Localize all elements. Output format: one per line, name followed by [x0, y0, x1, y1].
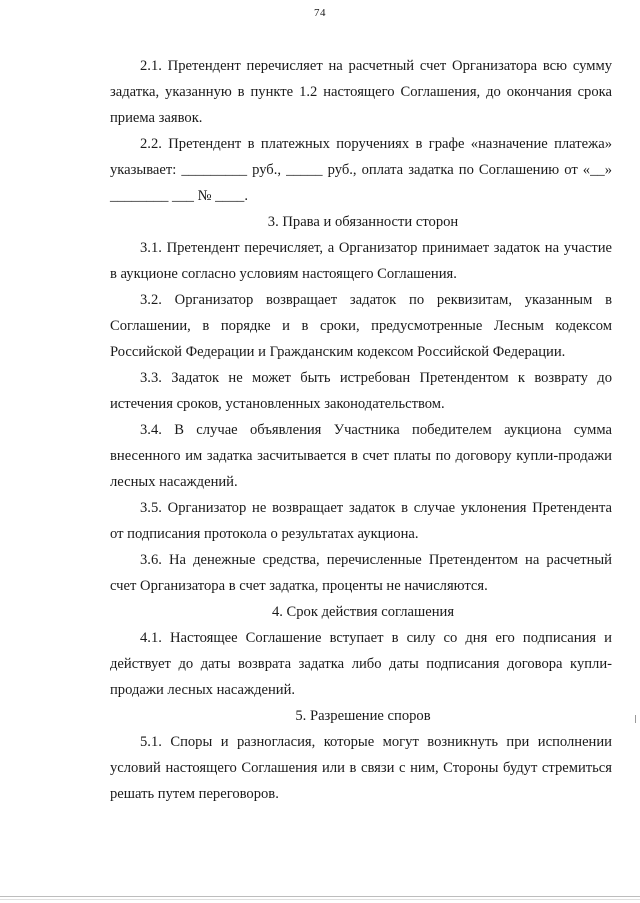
section-heading-5: 5. Разрешение споров [295, 708, 431, 724]
paragraph-2-2: 2.2. Претендент в платежных поручениях в графе «назначение платежа» указывает: _________ руб., _____ руб., оплата задатка по Соглашению от «__» ________ ___ № ____. [110, 136, 616, 204]
section-heading-3: 3. Права и обязанности сторон [267, 214, 459, 230]
paragraph-2-1: 2.1. Претендент перечисляет на расчетный счет Организатора всю сумму задатка, указанную в пункте 1.2 настоящего Соглашения, до окончания срока приема заявок. [110, 58, 616, 126]
paragraph-3-6: 3.6. На денежные средства, перечисленные Претендентом на расчетный счет Организатора в счет задатка, проценты не начисляются. [110, 552, 616, 594]
page-number: 74 [314, 7, 326, 19]
paragraph-3-2: 3.2. Организатор возвращает задаток по реквизитам, указанным в Соглашении, в порядке и в сроки, предусмотренные Лесным кодексом Российской Федерации и Гражданским кодексом Российской Федерации. [110, 292, 616, 360]
paragraph-5-1: 5.1. Споры и разногласия, которые могут возникнуть при исполнении условий настоящего Соглашения или в связи с ним, Стороны будут стремиться решать путем переговоров. [110, 734, 616, 802]
paragraph-3-3: 3.3. Задаток не может быть истребован Претендентом к возврату до истечения сроков, установленных законодательством. [110, 370, 616, 412]
section-heading-4: 4. Срок действия соглашения [271, 604, 455, 620]
paragraph-4-1: 4.1. Настоящее Соглашение вступает в силу со дня его подписания и действует до даты возврата задатка либо даты подписания договора купли-продажи лесных насаждений. [110, 630, 616, 698]
paragraph-3-1: 3.1. Претендент перечисляет, а Организатор принимает задаток на участие в аукционе согласно условиям настоящего Соглашения. [110, 240, 616, 282]
scan-mark [635, 715, 636, 723]
document-body [110, 53, 616, 807]
scan-edge-line-faint [0, 899, 640, 900]
scan-edge-line [0, 896, 640, 897]
paragraph-3-5: 3.5. Организатор не возвращает задаток в случае уклонения Претендента от подписания протокола о результатах аукциона. [110, 500, 616, 542]
paragraph-3-4: 3.4. В случае объявления Участника победителем аукциона сумма внесенного им задатка засчитывается в счет платы по договору купли-продажи лесных насаждений. [110, 422, 616, 490]
